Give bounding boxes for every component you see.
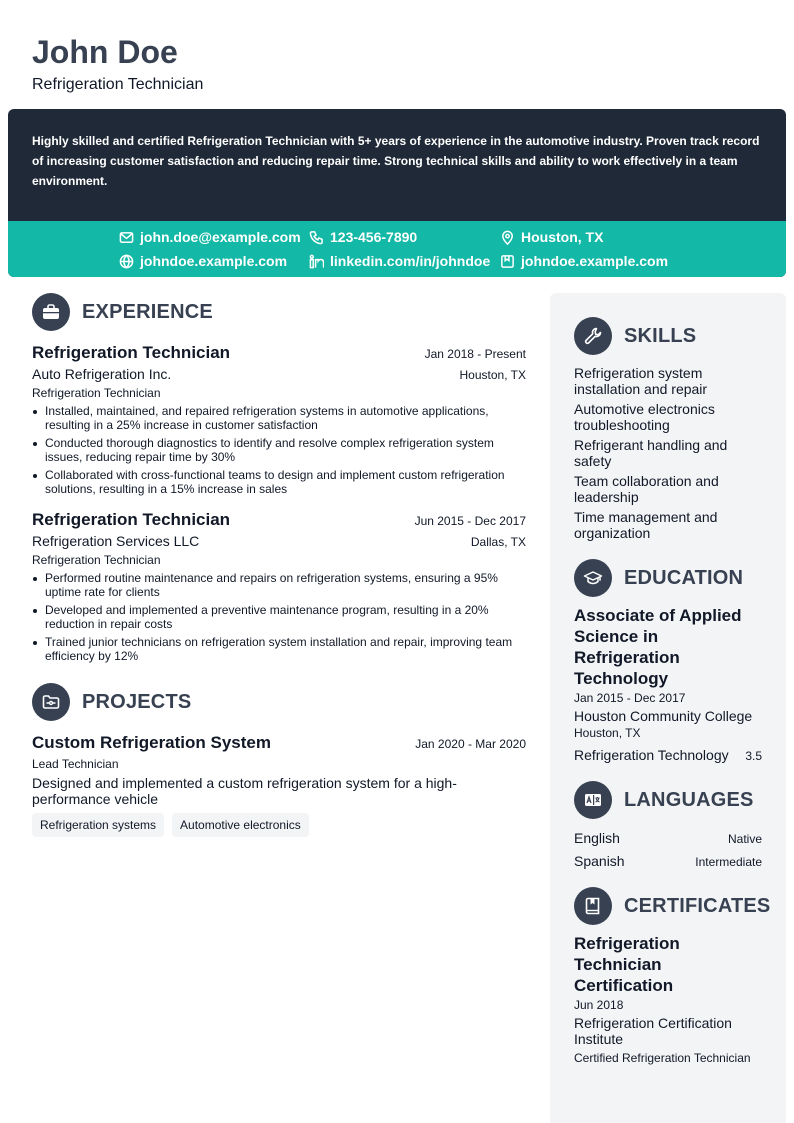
project-title: Custom Refrigeration System	[32, 733, 271, 752]
project-tags	[32, 813, 526, 837]
job-bullet: Trained junior technicians on refrigeration system installation and repair, improving team efficiency by 12%	[32, 635, 526, 663]
briefcase-icon	[41, 302, 61, 322]
contact-phone-text: 123-456-7890	[330, 229, 418, 245]
project-entry	[32, 733, 526, 837]
job-bullets	[32, 571, 526, 663]
map-pin-icon	[500, 230, 515, 245]
certificate-date: Jun 2018	[574, 998, 624, 1012]
job-company: Refrigeration Services LLC	[32, 533, 200, 549]
education-degree: Associate of Applied Science in Refrigeration Technology	[574, 606, 742, 688]
education-field-row	[574, 744, 762, 763]
contact-location	[500, 229, 603, 245]
contact-email[interactable]	[119, 229, 301, 245]
projects-title: PROJECTS	[82, 690, 192, 713]
job-dates: Jan 2018 - Present	[424, 347, 526, 361]
contact-phone[interactable]	[309, 229, 417, 245]
skills-section	[574, 317, 762, 541]
job-role: Refrigeration Technician	[32, 386, 161, 400]
skill-item: Refrigerant handling and safety	[574, 437, 728, 469]
education-location: Houston, TX	[574, 726, 641, 740]
contact-linkedin[interactable]	[309, 253, 490, 269]
job-bullet: Developed and implemented a preventive maintenance program, resulting in a 20% reduction in repair costs	[32, 603, 526, 631]
languages-list	[574, 827, 762, 869]
skill-item: Automotive electronics troubleshooting	[574, 401, 715, 433]
language-row	[574, 850, 762, 869]
certificates-header	[574, 887, 771, 925]
portfolio-icon	[500, 254, 515, 269]
job-location: Houston, TX	[459, 368, 526, 382]
job-dates: Jun 2015 - Dec 2017	[414, 514, 526, 528]
skills-list	[574, 365, 762, 541]
languages-section	[574, 781, 762, 869]
wrench-icon	[583, 326, 603, 346]
candidate-name: John Doe	[32, 34, 178, 70]
experience-badge	[32, 293, 70, 331]
projects-badge	[32, 683, 70, 721]
main-column	[32, 293, 526, 837]
project-dates: Jan 2020 - Mar 2020	[415, 737, 526, 751]
certificates-title: CERTIFICATES	[624, 894, 771, 917]
job-entry	[32, 343, 526, 496]
sidebar	[550, 293, 786, 1123]
education-school: Houston Community College	[574, 708, 753, 724]
job-bullet: Installed, maintained, and repaired refrigeration systems in automotive applications, resulting in a 25% increase in customer satisfaction	[32, 404, 526, 432]
job-role: Refrigeration Technician	[32, 553, 161, 567]
language-name: Spanish	[574, 853, 625, 869]
candidate-title: Refrigeration Technician	[32, 76, 204, 93]
job-title: Refrigeration Technician	[32, 343, 231, 362]
project-description: Designed and implemented a custom refrigeration system for a high-performance vehicle	[32, 775, 457, 807]
education-title: EDUCATION	[624, 566, 744, 589]
contact-email-text: john.doe@example.com	[140, 229, 301, 245]
contact-linkedin-text: linkedin.com/in/johndoe	[330, 253, 491, 269]
contact-website[interactable]	[119, 253, 287, 269]
experience-title: EXPERIENCE	[82, 300, 213, 323]
job-title: Refrigeration Technician	[32, 510, 231, 529]
language-level: Intermediate	[695, 855, 762, 869]
certificates-badge	[574, 887, 612, 925]
skill-item: Time management and organization	[574, 509, 718, 541]
certificate-title: Refrigeration Technician Certification	[574, 934, 680, 995]
education-gpa: 3.5	[745, 749, 762, 763]
globe-icon	[119, 254, 134, 269]
education-badge	[574, 559, 612, 597]
folder-icon	[41, 692, 61, 712]
graduation-cap-icon	[583, 568, 603, 588]
contact-location-text: Houston, TX	[521, 229, 604, 245]
book-icon	[583, 896, 603, 916]
languages-badge	[574, 781, 612, 819]
job-bullet: Conducted thorough diagnostics to identify and resolve complex refrigeration system issues, reducing repair time by 30%	[32, 436, 526, 464]
languages-header	[574, 781, 762, 819]
summary-text: Highly skilled and certified Refrigeration Technician with 5+ years of experience in the automotive industry. Proven track record of increasing customer satisfaction and reducing repair time. Strong technical skills and ability to work effectively in a team environment.	[32, 134, 760, 188]
job-bullets	[32, 404, 526, 496]
projects-header	[32, 683, 526, 721]
job-company: Auto Refrigeration Inc.	[32, 366, 172, 382]
resume-header	[32, 34, 203, 94]
education-header	[574, 559, 762, 597]
skills-title: SKILLS	[624, 324, 697, 347]
summary-panel	[8, 109, 786, 277]
education-field: Refrigeration Technology	[574, 747, 729, 763]
skills-header	[574, 317, 762, 355]
language-level: Native	[727, 832, 762, 846]
job-location: Dallas, TX	[470, 535, 526, 549]
linkedin-icon	[309, 254, 324, 269]
job-bullet: Performed routine maintenance and repairs on refrigeration systems, ensuring a 95% uptime rate for clients	[32, 571, 526, 599]
certificate-description: Certified Refrigeration Technician	[574, 1051, 751, 1065]
education-dates: Jan 2015 - Dec 2017	[574, 691, 686, 705]
skills-badge	[574, 317, 612, 355]
experience-header	[32, 293, 526, 331]
phone-icon	[309, 230, 324, 245]
skill-item: Team collaboration and leadership	[574, 473, 719, 505]
job-entry	[32, 510, 526, 663]
education-section	[574, 559, 762, 763]
mail-icon	[119, 230, 134, 245]
languages-title: LANGUAGES	[624, 788, 754, 811]
language-row	[574, 827, 762, 846]
contact-website-text: johndoe.example.com	[140, 253, 288, 269]
language-name: English	[574, 830, 620, 846]
certificates-section	[574, 887, 771, 1065]
project-tag: Refrigeration systems	[32, 813, 164, 837]
skill-item: Refrigeration system installation and repair	[574, 365, 708, 397]
certificate-issuer: Refrigeration Certification Institute	[574, 1015, 732, 1047]
project-role: Lead Technician	[32, 757, 119, 771]
project-tag: Automotive electronics	[172, 813, 309, 837]
contact-bar	[8, 221, 786, 277]
translate-icon	[583, 790, 603, 810]
contact-portfolio[interactable]	[500, 253, 668, 269]
contact-portfolio-text: johndoe.example.com	[521, 253, 669, 269]
job-bullet: Collaborated with cross-functional teams to design and implement custom refrigeration solutions, resulting in a 15% increase in sales	[32, 468, 526, 496]
